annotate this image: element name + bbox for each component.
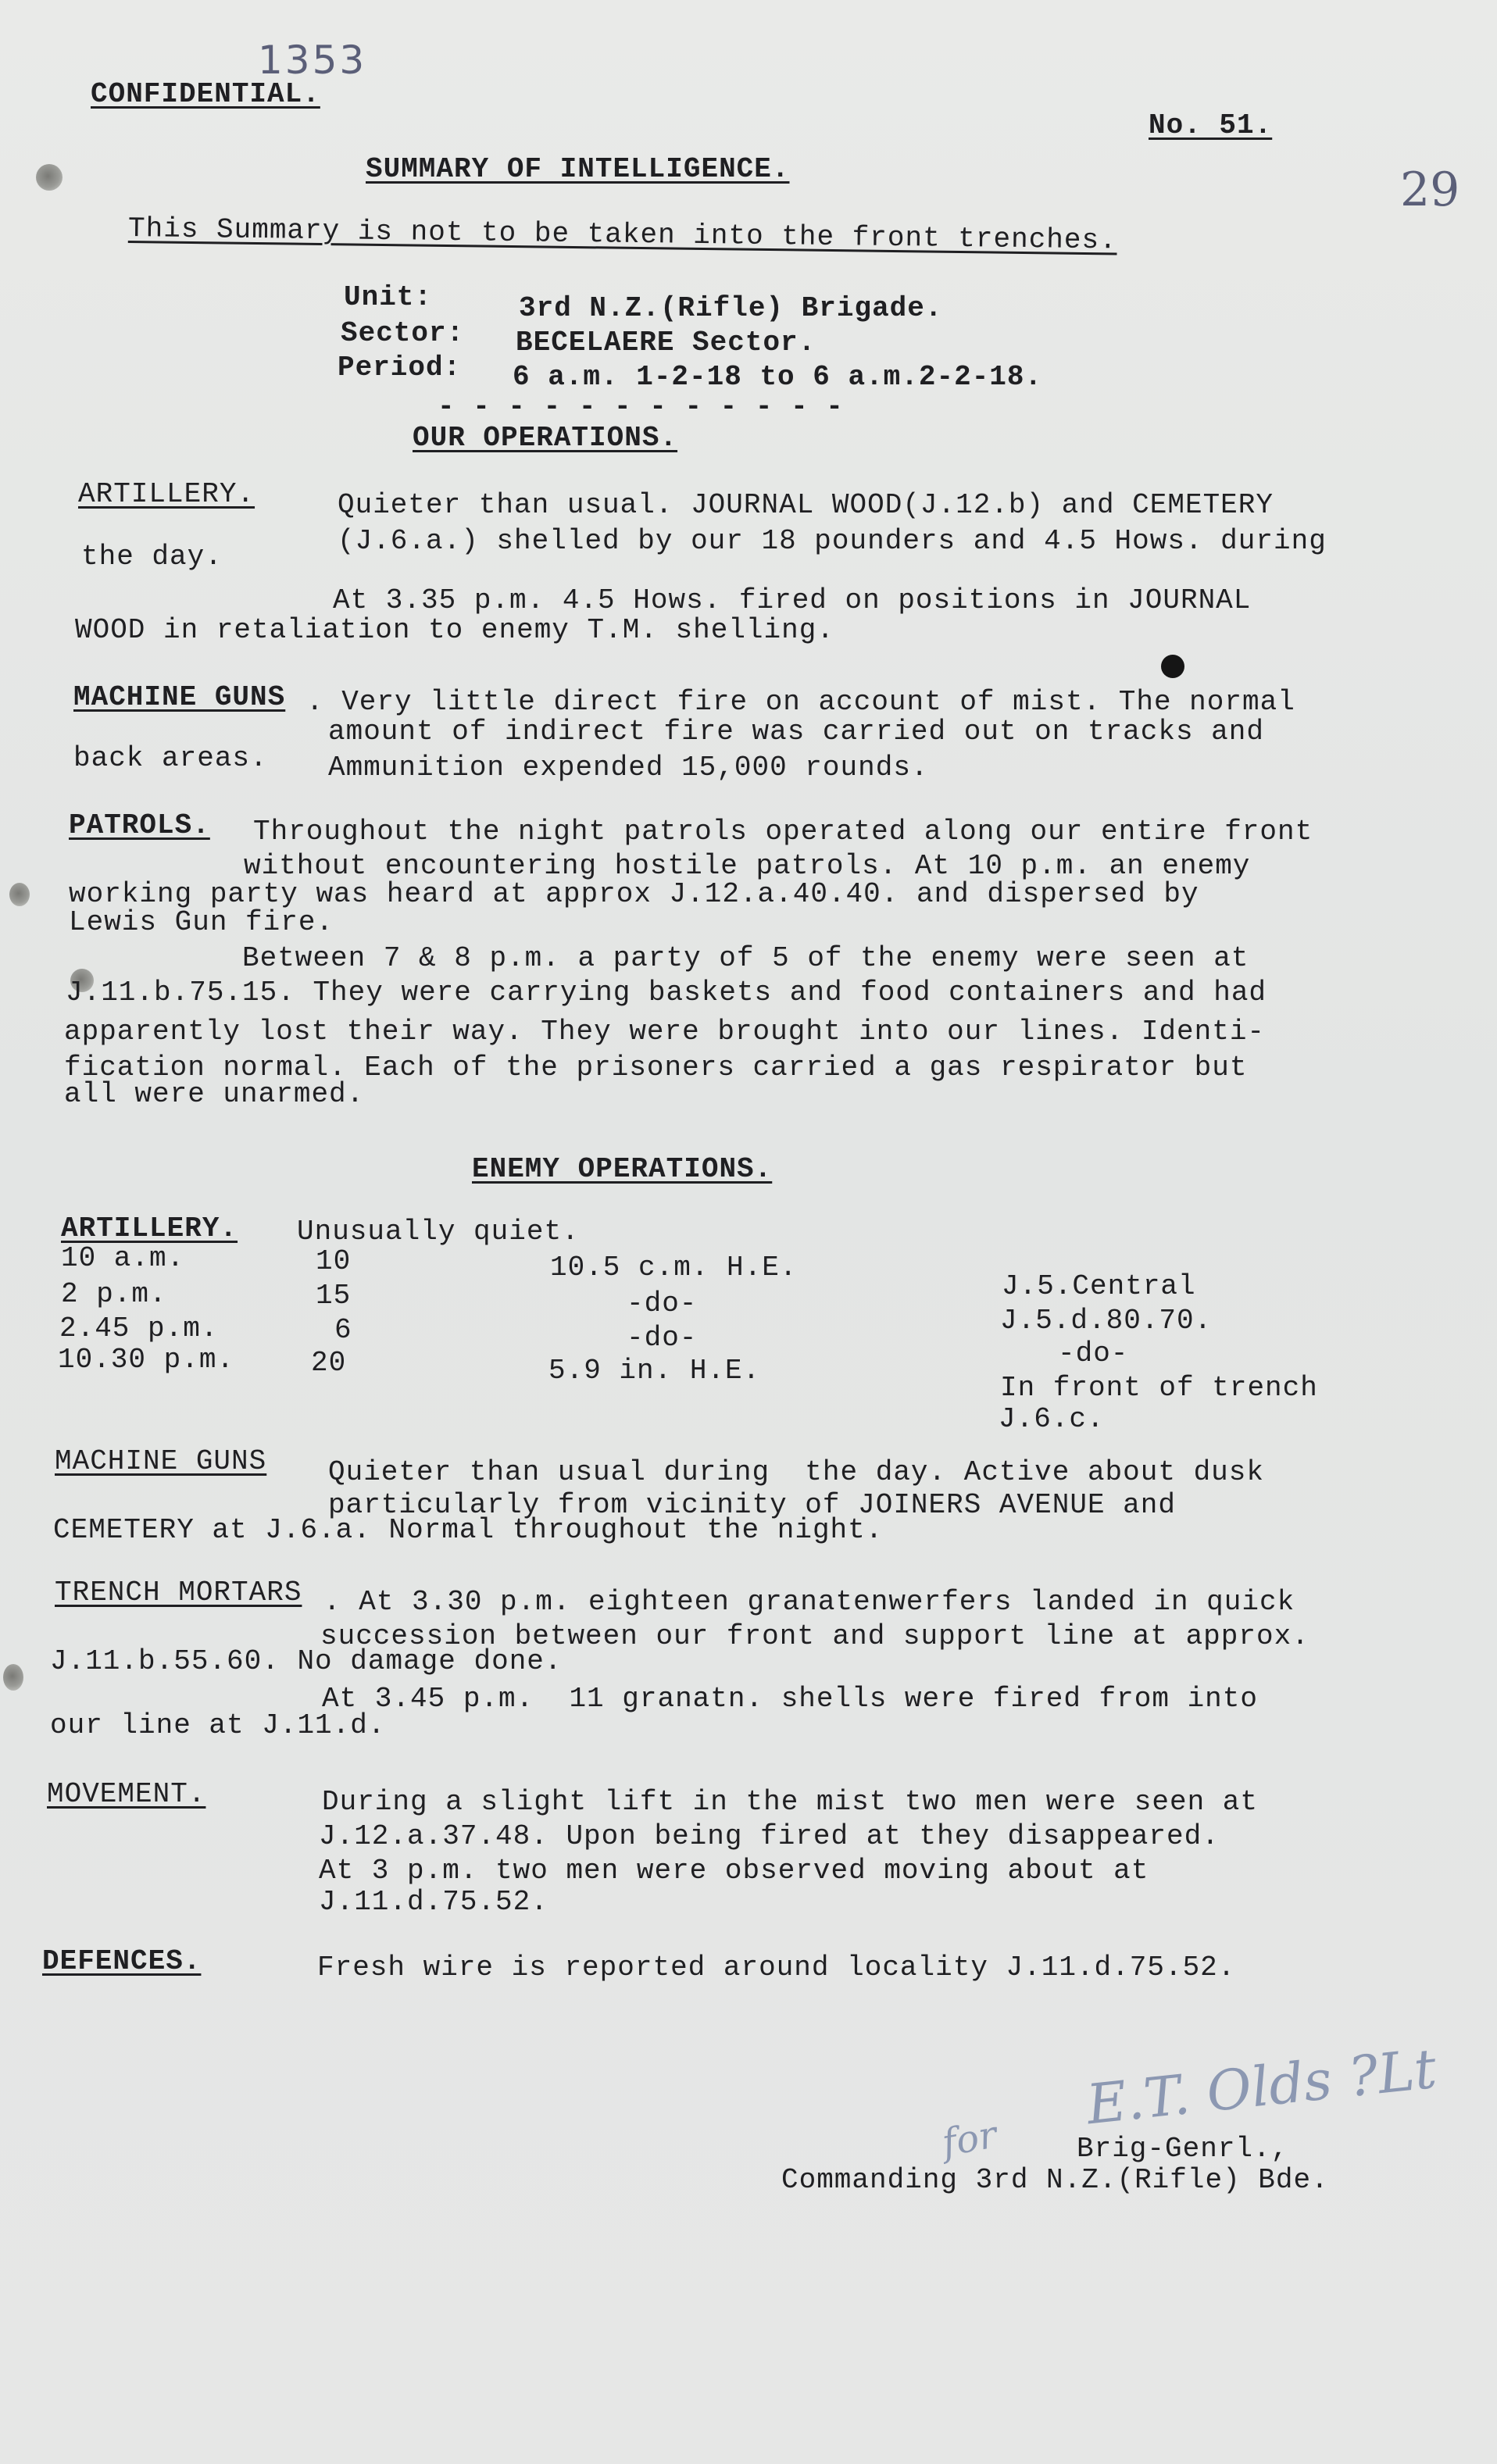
sector-label: Sector: (341, 317, 465, 349)
patrols-line: apparently lost their way. They were brought into our lines. Identi- (64, 1016, 1266, 1048)
trench-mortars-line: J.11.b.55.60. No damage done. (50, 1645, 563, 1677)
defences-label: DEFENCES. (42, 1945, 202, 1977)
artillery-row-count: 15 (316, 1280, 352, 1312)
our-artillery-line: (J.6.a.) shelled by our 18 pounders and 4.5 Hows. during (338, 525, 1327, 557)
signature-title: Commanding 3rd N.Z.(Rifle) Bde. (781, 2164, 1329, 2196)
punch-hole (3, 1664, 23, 1691)
enemy-machine-guns-label: MACHINE GUNS (55, 1445, 267, 1477)
enemy-machine-guns-line: particularly from vicinity of JOINERS AVENUE and (328, 1489, 1176, 1521)
artillery-row-count: 20 (311, 1347, 347, 1379)
our-operations-heading: OUR OPERATIONS. (413, 422, 678, 454)
artillery-location-extra: J.6.c. (999, 1403, 1105, 1435)
patrols-line: working party was heard at approx J.12.a.40.40. and dispersed by (69, 878, 1199, 910)
trench-mortars-label: TRENCH MORTARS (55, 1577, 302, 1609)
movement-line: J.11.d.75.52. (319, 1886, 548, 1918)
artillery-row-count: 10 (316, 1245, 352, 1277)
artillery-row-location: J.5.Central (1002, 1270, 1196, 1302)
header-dashes: - - - - - - - - - - - - (438, 391, 844, 423)
patrols-line: fication normal. Each of the prisoners carried a gas respirator but (64, 1052, 1248, 1084)
artillery-row-type: 5.9 in. H.E. (548, 1355, 761, 1387)
defences-text: Fresh wire is reported around locality J.11.d.75.52. (317, 1952, 1236, 1984)
artillery-row-location: -do- (1058, 1337, 1129, 1369)
page-number: 29 (1400, 162, 1460, 217)
patrols-line: all were unarmed. (64, 1078, 365, 1110)
movement-line: J.12.a.37.48. Upon being fired at they disappeared. (319, 1820, 1220, 1852)
enemy-artillery-label: ARTILLERY. (61, 1212, 238, 1244)
our-artillery-line: Quieter than usual. JOURNAL WOOD(J.12.b) and CEMETERY (338, 489, 1274, 521)
artillery-row-time: 10.30 p.m. (58, 1344, 235, 1376)
artillery-row-location: J.5.d.80.70. (1000, 1305, 1213, 1337)
document-number: 1353 (258, 37, 367, 83)
trench-mortars-line: . At 3.30 p.m. eighteen granatenwerfers landed in quick (323, 1586, 1295, 1618)
our-machine-guns-line: amount of indirect fire was carried out on tracks and (328, 716, 1264, 748)
unit-value: 3rd N.Z.(Rifle) Brigade. (519, 292, 943, 324)
warning-line: This Summary is not to be taken into the front trenches. (127, 212, 1117, 257)
enemy-machine-guns-line: CEMETERY at J.6.a. Normal throughout the night. (53, 1514, 884, 1546)
handwritten-signature: E.T. Olds ?Lt (1083, 2036, 1440, 2137)
classification: CONFIDENTIAL. (91, 78, 320, 110)
artillery-row-count: 6 (334, 1314, 352, 1346)
signature-rank: Brig-Genrl., (1077, 2133, 1289, 2165)
our-artillery-label: ARTILLERY. (78, 478, 255, 510)
artillery-row-type: 10.5 c.m. H.E. (550, 1252, 798, 1284)
artillery-row-location: In front of trench (1000, 1372, 1318, 1404)
movement-label: MOVEMENT. (47, 1778, 206, 1810)
trench-mortars-line: At 3.45 p.m. 11 granatn. shells were fired from into (322, 1683, 1258, 1715)
period-label: Period: (338, 352, 462, 384)
our-machine-guns-line: Ammunition expended 15,000 rounds. (328, 752, 929, 784)
trench-mortars-line: our line at J.11.d. (50, 1709, 386, 1741)
summary-number: No. 51. (1149, 109, 1273, 141)
enemy-machine-guns-line: Quieter than usual during the day. Active about dusk (328, 1456, 1264, 1488)
our-machine-guns-line: back areas. (73, 742, 268, 774)
punch-hole (36, 164, 63, 191)
movement-line: During a slight lift in the mist two men were seen at (322, 1786, 1258, 1818)
artillery-row-time: 2 p.m. (61, 1278, 167, 1310)
patrols-line: Between 7 & 8 p.m. a party of 5 of the enemy were seen at (242, 942, 1249, 974)
patrols-line: Throughout the night patrols operated along our entire front (253, 816, 1313, 848)
ink-blot (1161, 655, 1184, 678)
patrols-line: without encountering hostile patrols. At 10 p.m. an enemy (244, 850, 1251, 882)
artillery-row-time: 2.45 p.m. (59, 1312, 219, 1344)
our-machine-guns-line: . Very little direct fire on account of mist. The normal (306, 686, 1295, 718)
period-value: 6 a.m. 1-2-18 to 6 a.m.2-2-18. (513, 361, 1043, 393)
unit-label: Unit: (344, 281, 433, 313)
document-title: SUMMARY OF INTELLIGENCE. (366, 153, 790, 185)
patrols-label: PATROLS. (69, 809, 210, 841)
our-artillery-line: At 3.35 p.m. 4.5 Hows. fired on positions in JOURNAL (333, 584, 1252, 616)
punch-hole (9, 883, 30, 906)
patrols-line: J.11.b.75.15. They were carrying baskets and food containers and had (66, 977, 1267, 1009)
our-artillery-line: the day. (81, 541, 223, 573)
enemy-operations-heading: ENEMY OPERATIONS. (472, 1153, 773, 1185)
artillery-row-time: 10 a.m. (61, 1242, 185, 1274)
our-artillery-line: WOOD in retaliation to enemy T.M. shelling. (75, 614, 834, 646)
trench-mortars-line: succession between our front and support line at approx. (320, 1620, 1309, 1652)
our-machine-guns-label: MACHINE GUNS (73, 681, 286, 713)
enemy-artillery-note: Unusually quiet. (297, 1216, 580, 1248)
patrols-line: Lewis Gun fire. (69, 906, 334, 938)
movement-line: At 3 p.m. two men were observed moving about at (319, 1855, 1149, 1887)
sector-value: BECELAERE Sector. (516, 327, 816, 359)
artillery-row-type: -do- (627, 1322, 698, 1354)
signature-for: for (938, 2112, 1000, 2166)
artillery-row-type: -do- (627, 1287, 698, 1319)
